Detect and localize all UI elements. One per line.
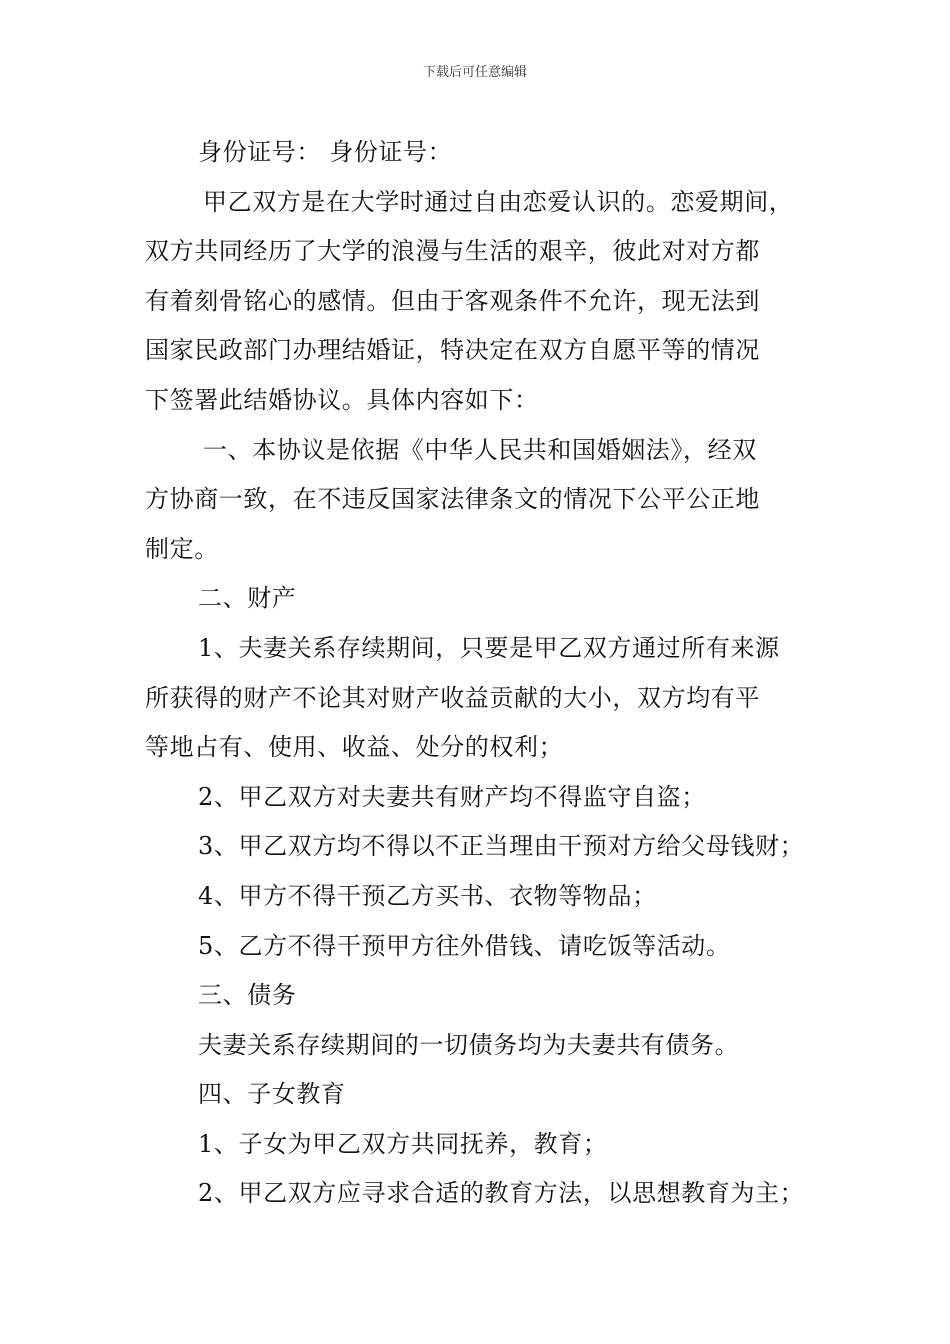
text-line: 身份证号： 身份证号： — [198, 138, 453, 166]
text-line: 国家民政部门办理结婚证，特决定在双方自愿平等的情况 — [145, 336, 760, 365]
section-heading-education — [145, 1070, 825, 1120]
paragraph-education-item-1 — [145, 1120, 825, 1170]
text-line: 1、夫妻关系存续期间，只要是甲乙双方通过所有来源 — [198, 633, 780, 662]
text-line: 5、乙方不得干预甲方往外借钱、请吃饭等活动。 — [198, 931, 731, 960]
text-line: 2、甲乙双方应寻求合适的教育方法，以思想教育为主； — [198, 1179, 805, 1208]
text-line: 一、本协议是依据《中华人民共和国婚姻法》，经双 — [203, 435, 757, 464]
paragraph-property-item-1 — [145, 624, 825, 773]
text-line: 甲乙双方是在大学时通过自由恋爱认识的。恋爱期间， — [203, 187, 794, 216]
text-line: 三、债务 — [198, 981, 297, 1010]
text-line: 有着刻骨铭心的感情。但由于客观条件不允许，现无法到 — [145, 286, 760, 315]
text-line: 等地占有、使用、收益、处分的权利； — [145, 733, 564, 762]
paragraph-id-numbers — [145, 128, 825, 178]
text-line: 二、财产 — [198, 584, 297, 613]
section-heading-debt — [145, 971, 825, 1021]
text-line: 下签署此结婚协议。具体内容如下： — [145, 385, 539, 414]
text-line: 2、甲乙双方对夫妻共有财产均不得监守自盗； — [198, 782, 706, 811]
section-heading-property — [145, 574, 825, 624]
paragraph-property-item-4 — [145, 872, 825, 922]
text-line: 制定。 — [145, 534, 219, 563]
paragraph-education-item-2 — [145, 1169, 825, 1219]
text-line: 方协商一致，在不违反国家法律条文的情况下公平公正地 — [145, 485, 760, 514]
page-header-note: 下载后可任意编辑 — [422, 65, 527, 80]
text-line: 1、子女为甲乙双方共同抚养，教育； — [198, 1129, 608, 1158]
text-line: 所获得的财产不论其对财产收益贡献的大小，双方均有平 — [145, 683, 760, 712]
document-body — [145, 128, 825, 1219]
paragraph-property-item-5 — [145, 922, 825, 972]
paragraph-section-one — [145, 426, 825, 575]
text-line: 4、甲方不得干预乙方买书、衣物等物品； — [198, 881, 657, 910]
text-line: 四、子女教育 — [198, 1080, 346, 1109]
paragraph-intro — [145, 178, 825, 426]
paragraph-debt — [145, 1021, 825, 1071]
paragraph-property-item-2 — [145, 773, 825, 823]
text-line: 3、甲乙双方均不得以不正当理由干预对方给父母钱财； — [198, 832, 805, 861]
paragraph-property-item-3 — [145, 822, 825, 872]
text-line: 双方共同经历了大学的浪漫与生活的艰辛，彼此对对方都 — [145, 237, 760, 266]
text-line: 夫妻关系存续期间的一切债务均为夫妻共有债务。 — [198, 1030, 740, 1059]
